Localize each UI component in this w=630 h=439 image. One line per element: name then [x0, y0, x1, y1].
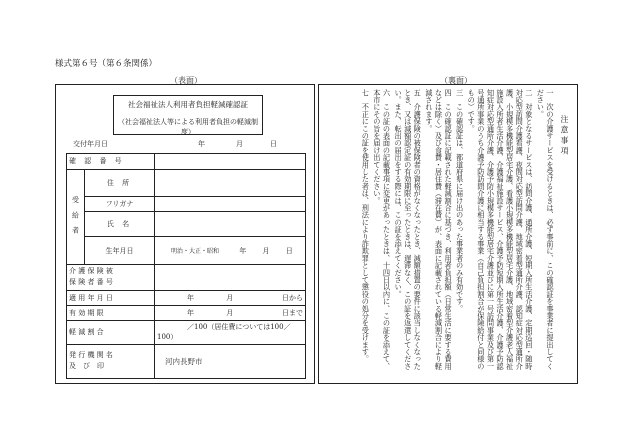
name-field[interactable]: [155, 212, 306, 237]
confirmation-number-field[interactable]: [155, 154, 306, 170]
effective-month-unit: 月: [226, 293, 234, 302]
birthdate-label: 生年月日: [85, 237, 155, 264]
confirmation-number-label: 確 認 番 号: [67, 154, 155, 170]
issuer-label: [67, 344, 155, 378]
validity-until-suffix: 日まで: [282, 308, 303, 317]
issuer-field[interactable]: [155, 344, 306, 378]
note-item: 六 この証の表面の記載事項に変更があったときは、十四日以内に、この証を添えて、本市にその旨を届け出てください。: [372, 89, 392, 370]
effective-from-suffix: 日から: [282, 293, 303, 302]
issue-month-unit: 月: [236, 140, 243, 148]
notes-list: [359, 89, 555, 375]
effective-date-label: 適 用 年 月 日: [67, 291, 155, 306]
issue-day-unit: 日: [270, 140, 277, 148]
recipient-group-label: [67, 169, 85, 264]
insured-number-label-line-2: 保 険 者 番 号: [69, 278, 113, 287]
validity-month-unit: 月: [226, 308, 234, 317]
recipient-label-text: 受 給 者: [71, 195, 80, 237]
effective-date-field[interactable]: [155, 291, 306, 306]
birth-day-unit: 日: [285, 246, 293, 255]
title-box: [113, 95, 263, 135]
back-side-label: （裏面）: [440, 76, 472, 85]
certificate-subtitle: （社会福祉法人等による利用者負担の軽減制度）: [118, 118, 258, 136]
address-field[interactable]: [155, 169, 306, 196]
furigana-field[interactable]: [155, 197, 306, 212]
birth-year-unit: 年: [239, 246, 247, 255]
certificate-title: 社会福祉法人利用者負担軽減確認証: [128, 100, 248, 109]
front-side-label: （表面）: [170, 76, 202, 85]
address-label: 住 所: [85, 169, 155, 196]
validity-label: 有 効 期 限: [67, 305, 155, 320]
furigana-label: フリガナ: [85, 197, 155, 212]
insured-number-label-line-1: 介 護 保 険 被: [69, 267, 113, 276]
insured-number-label: [67, 264, 155, 290]
reduction-rate-label: 軽 減 割 合: [67, 320, 155, 344]
issuer-name: 河内長野市: [165, 356, 203, 366]
front-card: [55, 84, 315, 384]
insured-number-field[interactable]: [155, 264, 306, 290]
form-number: 様式第６号（第６条関係）: [55, 59, 158, 69]
note-item: 五 介護保険の被保険者の資格がなくなったとき、減額措置の要件に該当しなくなったとき、又は減額認定証の有効期限に至ったときは、遅滞なく、この証を返還してください。また、転出の届出をする際には、この証を添えてください。: [394, 89, 423, 370]
issue-date-label: 交付年月日: [73, 140, 108, 148]
validity-field[interactable]: [155, 305, 306, 320]
effective-year-unit: 年: [187, 293, 194, 302]
note-item: 一 次の介護サービスを受けるときは、必ず事前に、この確認証を事業者に提出してください。: [536, 89, 555, 370]
name-label: 氏 名: [85, 212, 155, 237]
issue-year-unit: 年: [198, 140, 205, 148]
note-item: 七 不正にこの証を使用した者は、刑法により詐欺罪として懲役の処分を受けます。: [361, 89, 371, 363]
issue-date-row: [73, 139, 309, 151]
era-options: 明治・大正・昭和: [171, 247, 220, 255]
back-card: [318, 84, 578, 384]
issuer-label-line-1: 発 行 機 関 名: [69, 351, 113, 360]
reduction-rate-field[interactable]: [155, 320, 306, 344]
birth-month-unit: 月: [262, 246, 270, 255]
note-item: 三 この確認証は、都道府県に届け出のあった事業者のみ有効です。: [455, 89, 465, 313]
issuer-label-line-2: 及 び 印: [69, 362, 104, 371]
note-item: 四 この確認証に記載された軽減割合に基づき、利用者負担額（日常生活に要する費用などは除く）及び食費・居住費（滞在費）が、表面に記載されている軽減割合により軽減されます。: [424, 89, 454, 370]
reduction-rate-text: ／100（居住費については100／100）: [157, 323, 291, 342]
validity-year-unit: 年: [187, 308, 194, 317]
certificate-table: [66, 153, 306, 379]
note-item: 二 対象となるサービスは、訪問介護、通所介護、短期入所生活介護、定期巡回・随時対応型訪問介護看護、夜間対応型訪問介護、地域密着型通所介護、認知症対応型通所介護、小規模多機能型居宅介護、看護小規模多機能型居宅介護、地域密着型介護老人福祉施設入所者生活介護、介護福祉施設サービス、介護予防短期入所生活介護、介護予防認知症対応型通所介護、介護予防小規模多機能型居宅介護並びに第一号訪問事業及び第一号通所事業のうち介護予防訪問介護に相当する事業（自己負担割合が保険給付と同様のもの）です。: [467, 89, 534, 370]
notes-title: 注 意 事 項: [560, 115, 569, 155]
birthdate-field[interactable]: [155, 237, 306, 264]
